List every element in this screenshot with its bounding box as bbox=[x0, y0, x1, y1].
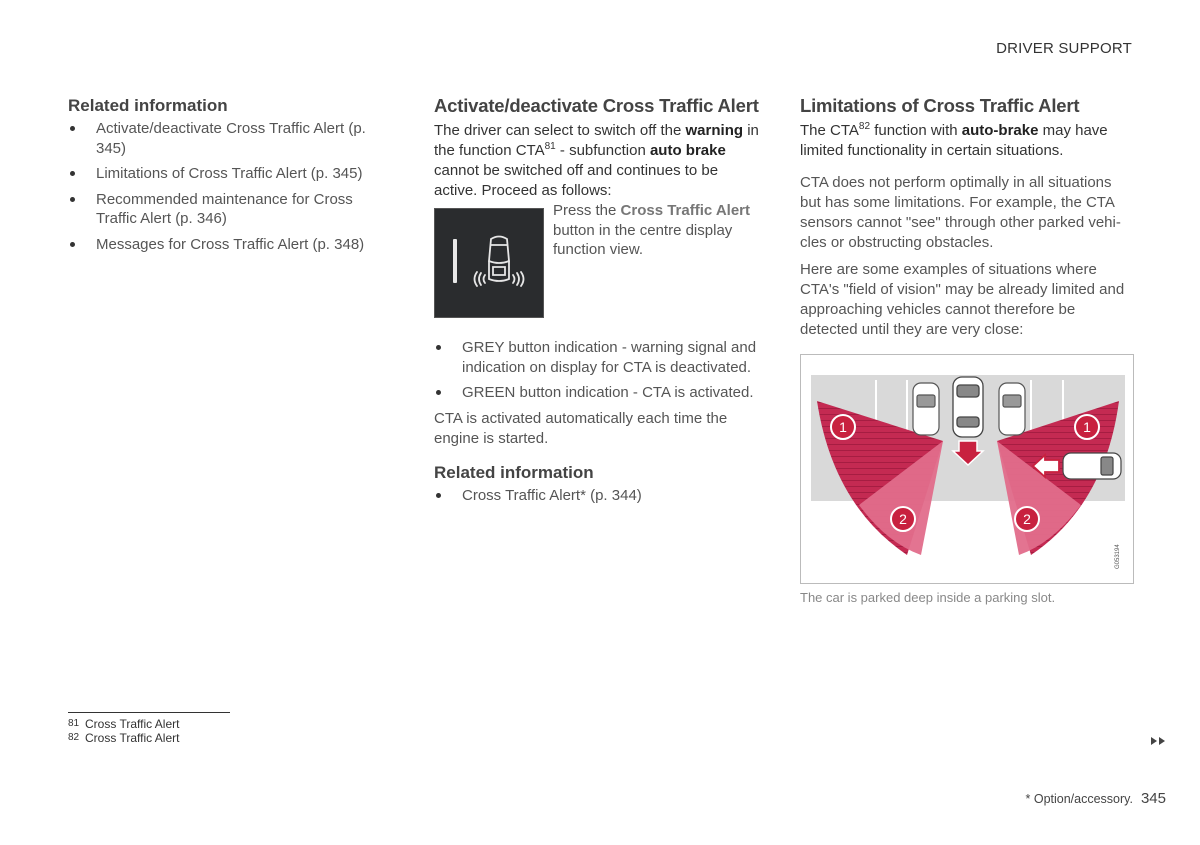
auto-brake-term: auto-brake bbox=[961, 122, 1039, 139]
related-link[interactable]: Cross Traffic Alert* (p. 344) bbox=[434, 486, 764, 506]
related-information-list bbox=[434, 486, 764, 506]
related-link[interactable]: Limitations of Cross Traffic Alert (p. 345) bbox=[68, 164, 378, 184]
related-information-list bbox=[68, 119, 378, 254]
parking-illustration bbox=[800, 354, 1134, 584]
activate-deactivate-column bbox=[434, 94, 764, 511]
svg-text:1: 1 bbox=[839, 419, 847, 435]
zone-badge bbox=[891, 507, 915, 531]
section-title: Activate/deactivate Cross Traffic Alert bbox=[434, 95, 759, 116]
page-footer bbox=[1026, 790, 1166, 807]
intro-paragraph: The driver can select to switch off the warning in the function CTA$^{81}$ - subfunction auto brake cannot be switched off and continues to be active. Proceed as follows: bbox=[434, 122, 759, 199]
car-radar-icon bbox=[471, 231, 527, 293]
footnote-ref[interactable]: 81 bbox=[544, 141, 556, 152]
continue-arrows-icon[interactable] bbox=[1150, 736, 1166, 746]
limitations-paragraph: CTA does not perform optimally in all situations but has some limitations. For example, the CTA sensors cannot "see" through other parked vehi-cles or obstructing obstacles. bbox=[800, 174, 1121, 251]
warning-term: warning bbox=[685, 122, 744, 139]
approaching-car bbox=[1063, 453, 1121, 479]
footnote: 81 Cross Traffic Alert bbox=[68, 717, 180, 731]
cross-traffic-alert-button-image bbox=[434, 208, 544, 318]
zone-badge bbox=[1015, 507, 1039, 531]
zone-badge bbox=[1075, 415, 1099, 439]
parked-car-left bbox=[913, 383, 939, 435]
auto-brake-term: auto brake bbox=[649, 142, 726, 159]
parking-diagram bbox=[801, 355, 1134, 584]
own-car bbox=[953, 377, 983, 437]
related-link[interactable]: Activate/deactivate Cross Traffic Alert (p. 345) bbox=[68, 119, 378, 158]
limitations-column bbox=[800, 94, 1134, 605]
zone-badge bbox=[831, 415, 855, 439]
figure-caption: The car is parked deep inside a parking slot. bbox=[800, 590, 1056, 605]
related-link[interactable]: Messages for Cross Traffic Alert (p. 348) bbox=[68, 235, 378, 255]
press-instruction bbox=[434, 202, 764, 318]
press-text: Press the Cross Traffic Alert button in the centre display function view. bbox=[553, 202, 751, 258]
parked-car-right bbox=[999, 383, 1025, 435]
related-link[interactable]: Recommended maintenance for Cross Traffic Alert (p. 346) bbox=[68, 190, 378, 229]
related-information-heading: Related information bbox=[68, 96, 228, 115]
svg-text:1: 1 bbox=[1083, 419, 1091, 435]
footnotes bbox=[68, 717, 179, 745]
footnote-divider bbox=[68, 712, 230, 713]
intro-paragraph: The CTA$^{82}$ function with auto-brake may have limited functionality in certain situations. bbox=[800, 121, 1108, 159]
svg-text:2: 2 bbox=[899, 511, 907, 527]
list-item: GREEN button indication - CTA is activated. bbox=[434, 383, 764, 403]
option-accessory-note: * Option/accessory. bbox=[1025, 792, 1133, 806]
footnote: 82 Cross Traffic Alert bbox=[68, 731, 180, 745]
page-number: 345 bbox=[1140, 790, 1166, 807]
svg-text:2: 2 bbox=[1023, 511, 1031, 527]
related-information-column bbox=[68, 94, 378, 260]
list-item: GREY button indication - warning signal and indication on display for CTA is deactivated. bbox=[434, 338, 764, 377]
indicator-light bbox=[453, 239, 457, 283]
examples-paragraph: Here are some examples of situations where CTA's "field of vision" may be already limited and approaching vehicles cannot therefore be detected until they are very close: bbox=[800, 261, 1125, 338]
section-title: Limitations of Cross Traffic Alert bbox=[800, 95, 1080, 116]
button-indication-list bbox=[434, 338, 764, 403]
section-header: DRIVER SUPPORT bbox=[996, 40, 1132, 57]
related-information-heading: Related information bbox=[434, 462, 594, 482]
figure-code: G053194 bbox=[1115, 544, 1121, 569]
auto-activation-note: CTA is activated automatically each time the engine is started. bbox=[434, 409, 728, 447]
footnote-ref[interactable]: 82 bbox=[858, 121, 871, 132]
cross-traffic-alert-label: Cross Traffic Alert bbox=[620, 202, 751, 219]
